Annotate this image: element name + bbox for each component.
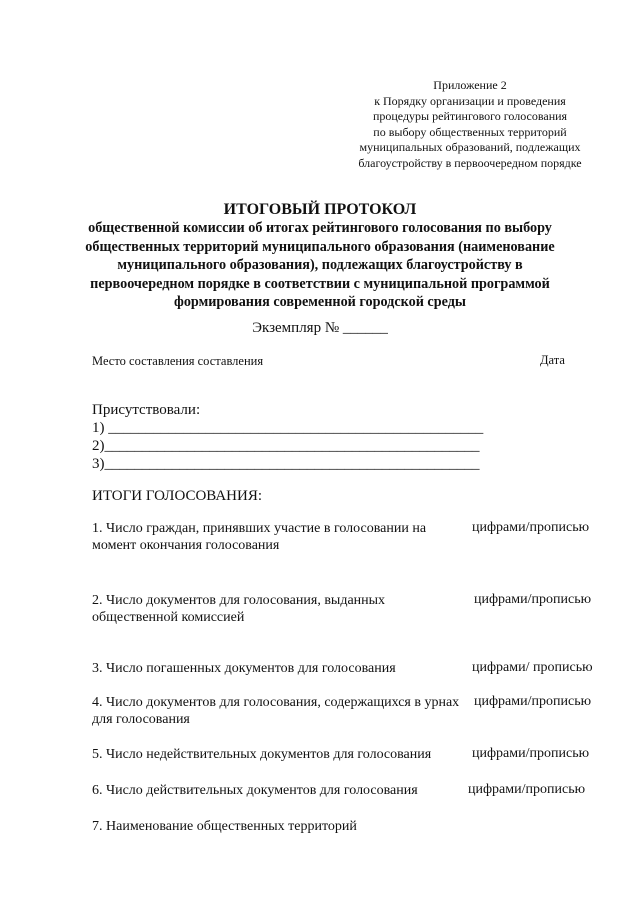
present-block [92,401,483,473]
result-item-1: 1. Число граждан, принявших участие в голосовании на момент окончания голосования [92,521,427,553]
appendix-line: благоустройству в первоочередном порядке [358,155,582,170]
result-item-4-format: цифрами/прописью [474,694,592,709]
result-item-4: 4. Число документов для голосования, содержащихся в урнах для голосования [92,695,460,727]
appendix-line: процедуры рейтингового голосования [372,109,568,123]
appendix-line: Приложение 2 [433,78,507,92]
appendix-line: муниципальных образований, подлежащих [359,140,581,154]
result-item-1-format: цифрами/прописью [472,520,590,535]
title-sub-line: формирования современной городской среды [174,294,466,310]
title-sub-line: общественных территорий муниципального образования (наименование [85,238,555,255]
result-item-5: 5. Число недействительных документов для голосования [92,747,432,762]
present-row: 1) __________________________________________________ [92,420,484,436]
copy-number: Экземпляр № ______ [252,320,388,336]
result-item-3: 3. Число погашенных документов для голосования [92,661,396,676]
title-sub-line: первоочередном порядке в соответствии с муниципальной программой [90,275,550,292]
result-item-2-format: цифрами/прописью [474,592,592,607]
present-row: 3)__________________________________________________ [92,456,480,472]
result-item-7: 7. Наименование общественных территорий [92,819,357,834]
date-label: Дата [540,353,565,367]
title-main: ИТОГОВЫЙ ПРОТОКОЛ [223,201,417,218]
place-label: Место составления составления [92,354,264,368]
result-item-3-format: цифрами/ прописью [472,660,593,675]
results-heading: ИТОГИ ГОЛОСОВАНИЯ: [92,488,263,504]
present-label: Присутствовали: [92,402,201,418]
appendix-line: по выбору общественных территорий [373,124,567,139]
title-sub-line: общественной комиссии об итогах рейтингового голосования по выбору [88,220,552,236]
result-item-5-format: цифрами/прописью [472,746,590,761]
result-item-6: 6. Число действительных документов для голосования [92,783,418,798]
result-item-6-format: цифрами/прописью [468,782,586,797]
present-row: 2)__________________________________________________ [92,438,480,454]
appendix-block [320,78,620,171]
title-sub-line: муниципального образования), подлежащих благоустройству в [117,257,523,273]
appendix-line: к Порядку организации и проведения [374,93,566,108]
result-item-2: 2. Число документов для голосования, выданных общественной комиссией [92,593,386,625]
document-title [60,200,580,312]
